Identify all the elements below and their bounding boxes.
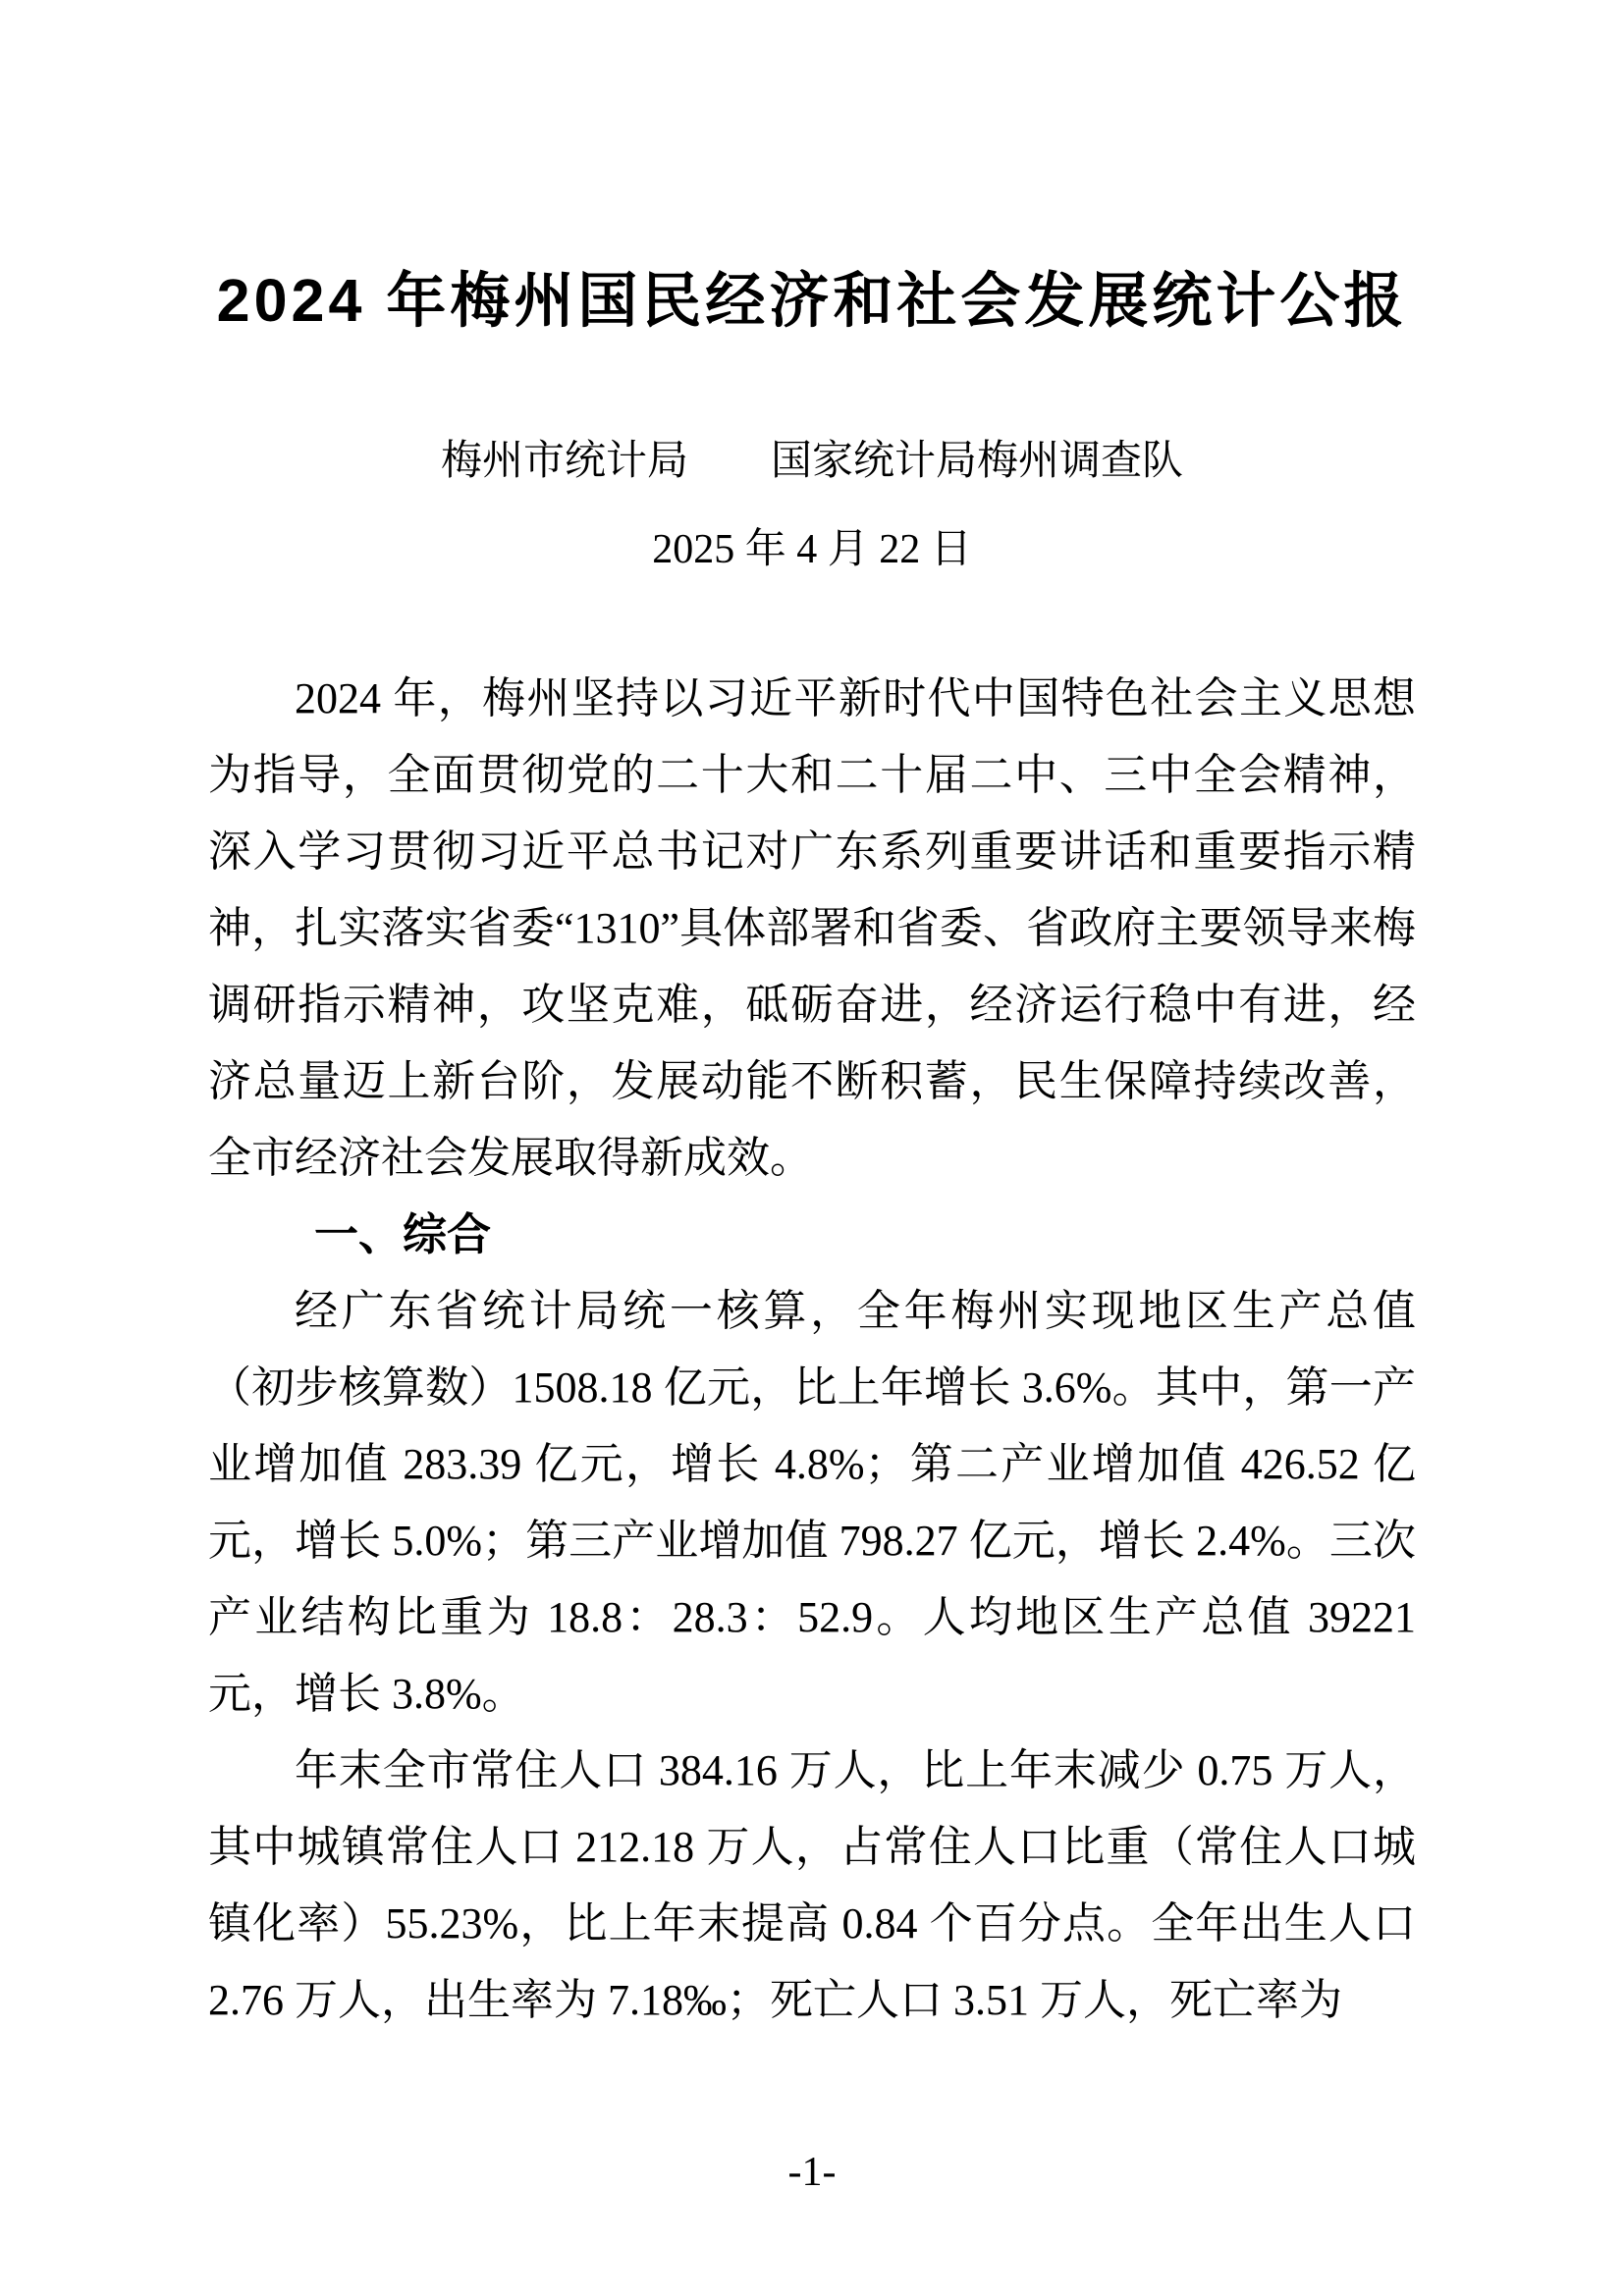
intro-paragraph: 2024 年，梅州坚持以习近平新时代中国特色社会主义思想为指导，全面贯彻党的二十大和二十届二中、三中全会精神，深入学习贯彻习近平总书记对广东系列重要讲话和重要指示精神，扎实落实省委“1310”具体部署和省委、省政府主要领导来梅调研指示精神，攻坚克难，砥砺奋进，经济运行稳中有进，经济总量迈上新台阶，发展动能不断积蓄，民生保障持续改善，全市经济社会发展取得新成效。: [208, 674, 1416, 1182]
gdp-paragraph: 经广东省统计局统一核算，全年梅州实现地区生产总值（初步核算数）1508.18 亿元，比上年增长 3.6%。其中，第一产业增加值 283.39 亿元，增长 4.8%；第二产业增加值 426.52 亿元，增长 5.0%；第三产业增加值 798.27 亿元，增长 2.4%。三次产业结构比重为 18.8：28.3：52.9。人均地区生产总值 39221 元，增长 3.8%。: [208, 1287, 1416, 1718]
document-body: [208, 661, 1416, 2039]
publish-date: 2025 年 4 月 22 日: [652, 527, 972, 572]
byline-org-national-survey-team: 国家统计局梅州调查队: [771, 439, 1184, 484]
byline: [0, 434, 1624, 489]
doc-title: 2024 年梅州国民经济和社会发展统计公报: [216, 267, 1408, 334]
section-heading-overview: 一、综合: [314, 1209, 492, 1259]
byline-org-city-bureau: 梅州市统计局: [440, 439, 688, 484]
population-paragraph: 年末全市常住人口 384.16 万人，比上年末减少 0.75 万人，其中城镇常住人口 212.18 万人，占常住人口比重（常住人口城镇化率）55.23%，比上年末提高 0.84 个百分点。全年出生人口 2.76 万人，出生率为 7.18‰；死亡人口 3.51 万人，死亡率为: [208, 1746, 1416, 2024]
page-number: -1-: [787, 2150, 837, 2195]
